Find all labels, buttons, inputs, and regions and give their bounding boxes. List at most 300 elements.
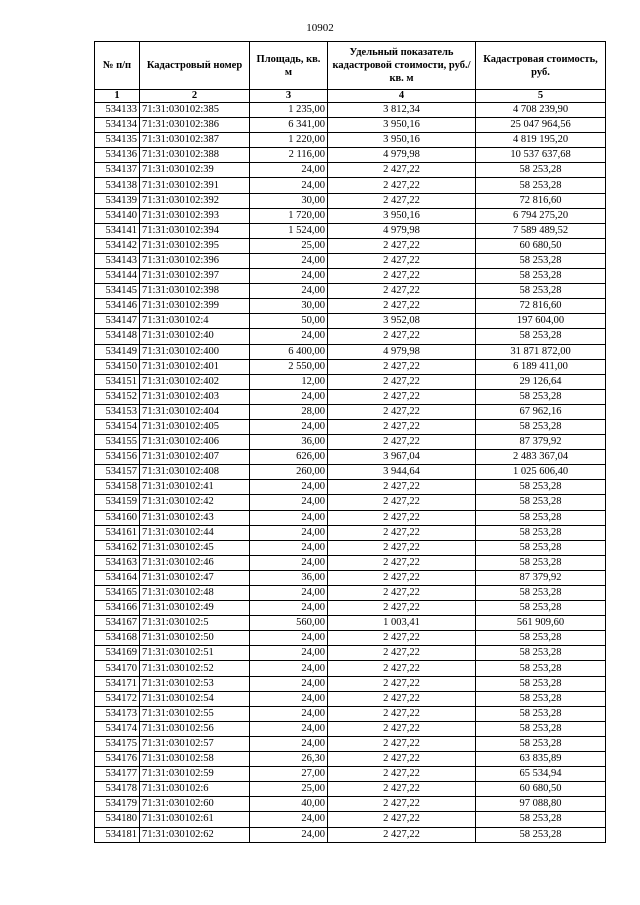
table-row (95, 736, 606, 751)
cadastral-value: 58 253,28 (476, 827, 606, 842)
cadastral-number: 71:31:030102:400 (140, 344, 250, 359)
cadastral-number: 71:31:030102:54 (140, 691, 250, 706)
unit-value: 3 967,04 (328, 450, 476, 465)
cadastral-number: 71:31:030102:395 (140, 238, 250, 253)
cadastral-number: 71:31:030102:396 (140, 253, 250, 268)
table-row (95, 450, 606, 465)
table-row (95, 480, 606, 495)
row-index: 534152 (95, 389, 140, 404)
cadastral-number: 71:31:030102:62 (140, 827, 250, 842)
cadastral-value: 58 253,28 (476, 480, 606, 495)
cadastral-number: 71:31:030102:50 (140, 631, 250, 646)
row-index: 534148 (95, 329, 140, 344)
unit-value: 3 950,16 (328, 118, 476, 133)
row-index: 534178 (95, 782, 140, 797)
row-index: 534162 (95, 540, 140, 555)
table-row (95, 601, 606, 616)
cadastral-value: 65 534,94 (476, 767, 606, 782)
row-index: 534161 (95, 525, 140, 540)
cadastral-value: 58 253,28 (476, 736, 606, 751)
unit-value: 3 812,34 (328, 103, 476, 118)
area: 25,00 (250, 238, 328, 253)
unit-value: 2 427,22 (328, 601, 476, 616)
cadastral-value: 7 589 489,52 (476, 223, 606, 238)
row-index: 534157 (95, 465, 140, 480)
cadastral-value: 87 379,92 (476, 570, 606, 585)
area: 560,00 (250, 616, 328, 631)
area: 1 524,00 (250, 223, 328, 238)
unit-value: 2 427,22 (328, 706, 476, 721)
area: 24,00 (250, 329, 328, 344)
unit-value: 2 427,22 (328, 374, 476, 389)
table-row (95, 299, 606, 314)
row-index: 534156 (95, 450, 140, 465)
cadastral-value: 72 816,60 (476, 299, 606, 314)
area: 24,00 (250, 601, 328, 616)
cadastral-number: 71:31:030102:47 (140, 570, 250, 585)
cadastral-number: 71:31:030102:387 (140, 133, 250, 148)
area: 24,00 (250, 646, 328, 661)
unit-value: 2 427,22 (328, 389, 476, 404)
table-row (95, 495, 606, 510)
cadastral-number: 71:31:030102:42 (140, 495, 250, 510)
table-row (95, 389, 606, 404)
cadastral-value: 58 253,28 (476, 269, 606, 284)
cadastral-value: 97 088,80 (476, 797, 606, 812)
cadastral-number: 71:31:030102:408 (140, 465, 250, 480)
area: 40,00 (250, 797, 328, 812)
unit-value: 2 427,22 (328, 269, 476, 284)
cadastral-number: 71:31:030102:392 (140, 193, 250, 208)
row-index: 534144 (95, 269, 140, 284)
cadastral-number: 71:31:030102:44 (140, 525, 250, 540)
table-row (95, 344, 606, 359)
cadastral-number: 71:31:030102:60 (140, 797, 250, 812)
cadastral-number: 71:31:030102:49 (140, 601, 250, 616)
unit-value: 2 427,22 (328, 721, 476, 736)
row-index: 534151 (95, 374, 140, 389)
area: 24,00 (250, 827, 328, 842)
unit-value: 2 427,22 (328, 525, 476, 540)
unit-value: 2 427,22 (328, 435, 476, 450)
table-row (95, 827, 606, 842)
unit-value: 2 427,22 (328, 495, 476, 510)
table-row (95, 465, 606, 480)
row-index: 534164 (95, 570, 140, 585)
table-row (95, 797, 606, 812)
table-row (95, 103, 606, 118)
cadastral-value: 58 253,28 (476, 253, 606, 268)
cadastral-value: 58 253,28 (476, 586, 606, 601)
table-row (95, 374, 606, 389)
cadastral-number: 71:31:030102:52 (140, 661, 250, 676)
area: 24,00 (250, 736, 328, 751)
table-row (95, 752, 606, 767)
area: 28,00 (250, 404, 328, 419)
cadastral-value: 1 025 606,40 (476, 465, 606, 480)
table-row (95, 208, 606, 223)
unit-value: 2 427,22 (328, 767, 476, 782)
cadastral-number: 71:31:030102:45 (140, 540, 250, 555)
row-index: 534177 (95, 767, 140, 782)
area: 24,00 (250, 163, 328, 178)
area: 2 550,00 (250, 359, 328, 374)
cadastral-number: 71:31:030102:405 (140, 419, 250, 434)
cadastral-number: 71:31:030102:53 (140, 676, 250, 691)
area: 24,00 (250, 480, 328, 495)
row-index: 534140 (95, 208, 140, 223)
table-row (95, 586, 606, 601)
unit-value: 2 427,22 (328, 752, 476, 767)
header-area: Площадь, кв. м (250, 42, 328, 90)
table-row (95, 253, 606, 268)
area: 24,00 (250, 540, 328, 555)
table-row (95, 359, 606, 374)
row-index: 534171 (95, 676, 140, 691)
table-row (95, 419, 606, 434)
area: 24,00 (250, 586, 328, 601)
table-row (95, 691, 606, 706)
table-row (95, 148, 606, 163)
row-index: 534180 (95, 812, 140, 827)
cadastral-number: 71:31:030102:388 (140, 148, 250, 163)
cadastral-value: 58 253,28 (476, 525, 606, 540)
cadastral-value: 58 253,28 (476, 419, 606, 434)
unit-value: 2 427,22 (328, 404, 476, 419)
column-number: 1 (95, 90, 140, 103)
unit-value: 3 950,16 (328, 133, 476, 148)
area: 24,00 (250, 284, 328, 299)
column-number: 2 (140, 90, 250, 103)
cadastral-number: 71:31:030102:386 (140, 118, 250, 133)
cadastral-number: 71:31:030102:407 (140, 450, 250, 465)
area: 1 220,00 (250, 133, 328, 148)
area: 30,00 (250, 299, 328, 314)
column-number: 3 (250, 90, 328, 103)
row-index: 534147 (95, 314, 140, 329)
row-index: 534149 (95, 344, 140, 359)
table-row (95, 767, 606, 782)
cadastral-value: 58 253,28 (476, 329, 606, 344)
column-number: 5 (476, 90, 606, 103)
row-index: 534173 (95, 706, 140, 721)
unit-value: 2 427,22 (328, 359, 476, 374)
cadastral-number: 71:31:030102:41 (140, 480, 250, 495)
area: 30,00 (250, 193, 328, 208)
row-index: 534160 (95, 510, 140, 525)
cadastral-value: 31 871 872,00 (476, 344, 606, 359)
row-index: 534166 (95, 601, 140, 616)
row-index: 534142 (95, 238, 140, 253)
cadastral-value: 58 253,28 (476, 389, 606, 404)
row-index: 534179 (95, 797, 140, 812)
table-row (95, 404, 606, 419)
table-row (95, 812, 606, 827)
area: 24,00 (250, 495, 328, 510)
table-row (95, 525, 606, 540)
row-index: 534170 (95, 661, 140, 676)
table-row (95, 133, 606, 148)
table-row (95, 540, 606, 555)
table-row (95, 616, 606, 631)
cadastral-number: 71:31:030102:43 (140, 510, 250, 525)
area: 26,30 (250, 752, 328, 767)
cadastral-number: 71:31:030102:61 (140, 812, 250, 827)
cadastral-value: 2 483 367,04 (476, 450, 606, 465)
unit-value: 4 979,98 (328, 344, 476, 359)
area: 6 400,00 (250, 344, 328, 359)
area: 24,00 (250, 706, 328, 721)
cadastral-value: 58 253,28 (476, 646, 606, 661)
unit-value: 2 427,22 (328, 661, 476, 676)
unit-value: 2 427,22 (328, 646, 476, 661)
header-index: № п/п (95, 42, 140, 90)
table-row (95, 238, 606, 253)
cadastral-value: 6 189 411,00 (476, 359, 606, 374)
row-index: 534174 (95, 721, 140, 736)
area: 24,00 (250, 253, 328, 268)
cadastral-number: 71:31:030102:51 (140, 646, 250, 661)
row-index: 534143 (95, 253, 140, 268)
area: 24,00 (250, 389, 328, 404)
area: 24,00 (250, 721, 328, 736)
unit-value: 1 003,41 (328, 616, 476, 631)
area: 25,00 (250, 782, 328, 797)
cadastral-value: 60 680,50 (476, 782, 606, 797)
unit-value: 2 427,22 (328, 299, 476, 314)
area: 12,00 (250, 374, 328, 389)
cadastral-number: 71:31:030102:40 (140, 329, 250, 344)
column-number: 4 (328, 90, 476, 103)
row-index: 534159 (95, 495, 140, 510)
cadastral-number: 71:31:030102:6 (140, 782, 250, 797)
table-row (95, 178, 606, 193)
cadastral-value: 67 962,16 (476, 404, 606, 419)
unit-value: 2 427,22 (328, 480, 476, 495)
area: 24,00 (250, 691, 328, 706)
row-index: 534158 (95, 480, 140, 495)
unit-value: 2 427,22 (328, 178, 476, 193)
unit-value: 2 427,22 (328, 570, 476, 585)
cadastral-number: 71:31:030102:57 (140, 736, 250, 751)
unit-value: 2 427,22 (328, 736, 476, 751)
unit-value: 2 427,22 (328, 253, 476, 268)
cadastral-value: 58 253,28 (476, 540, 606, 555)
table-row (95, 510, 606, 525)
row-index: 534136 (95, 148, 140, 163)
cadastral-value: 58 253,28 (476, 706, 606, 721)
unit-value: 2 427,22 (328, 193, 476, 208)
table-row (95, 646, 606, 661)
area: 626,00 (250, 450, 328, 465)
cadastral-number: 71:31:030102:391 (140, 178, 250, 193)
row-index: 534175 (95, 736, 140, 751)
area: 24,00 (250, 510, 328, 525)
area: 24,00 (250, 525, 328, 540)
cadastral-number: 71:31:030102:48 (140, 586, 250, 601)
unit-value: 2 427,22 (328, 586, 476, 601)
header-row (95, 42, 606, 90)
cadastral-number: 71:31:030102:398 (140, 284, 250, 299)
cadastral-number: 71:31:030102:399 (140, 299, 250, 314)
cadastral-value: 6 794 275,20 (476, 208, 606, 223)
cadastral-number: 71:31:030102:406 (140, 435, 250, 450)
area: 24,00 (250, 178, 328, 193)
row-index: 534145 (95, 284, 140, 299)
row-index: 534146 (95, 299, 140, 314)
cadastral-value: 25 047 964,56 (476, 118, 606, 133)
header-unit-value: Удельный показатель кадастровой стоимости, руб./кв. м (328, 42, 476, 90)
cadastral-number: 71:31:030102:58 (140, 752, 250, 767)
table-row (95, 782, 606, 797)
cadastral-value: 561 909,60 (476, 616, 606, 631)
row-index: 534181 (95, 827, 140, 842)
cadastral-value: 4 819 195,20 (476, 133, 606, 148)
cadastral-value: 58 253,28 (476, 661, 606, 676)
table-row (95, 118, 606, 133)
table-row (95, 721, 606, 736)
row-index: 534150 (95, 359, 140, 374)
unit-value: 2 427,22 (328, 812, 476, 827)
row-index: 534134 (95, 118, 140, 133)
row-index: 534176 (95, 752, 140, 767)
area: 27,00 (250, 767, 328, 782)
column-number-row (95, 90, 606, 103)
cadastral-value: 63 835,89 (476, 752, 606, 767)
cadastral-value: 58 253,28 (476, 495, 606, 510)
cadastral-value: 58 253,28 (476, 721, 606, 736)
unit-value: 3 944,64 (328, 465, 476, 480)
row-index: 534155 (95, 435, 140, 450)
area: 36,00 (250, 435, 328, 450)
cadastral-value: 58 253,28 (476, 691, 606, 706)
header-cadastral-number: Кадастровый номер (140, 42, 250, 90)
table-row (95, 570, 606, 585)
unit-value: 2 427,22 (328, 555, 476, 570)
unit-value: 2 427,22 (328, 238, 476, 253)
cadastral-number: 71:31:030102:397 (140, 269, 250, 284)
row-index: 534169 (95, 646, 140, 661)
cadastral-number: 71:31:030102:402 (140, 374, 250, 389)
area: 24,00 (250, 419, 328, 434)
cadastral-value: 58 253,28 (476, 163, 606, 178)
unit-value: 2 427,22 (328, 510, 476, 525)
row-index: 534154 (95, 419, 140, 434)
cadastral-value: 58 253,28 (476, 676, 606, 691)
table-row (95, 555, 606, 570)
row-index: 534135 (95, 133, 140, 148)
table-row (95, 435, 606, 450)
cadastral-number: 71:31:030102:404 (140, 404, 250, 419)
cadastral-value: 58 253,28 (476, 510, 606, 525)
area: 24,00 (250, 661, 328, 676)
area: 6 341,00 (250, 118, 328, 133)
unit-value: 3 950,16 (328, 208, 476, 223)
table-row (95, 314, 606, 329)
unit-value: 4 979,98 (328, 148, 476, 163)
area: 1 720,00 (250, 208, 328, 223)
cadastral-number: 71:31:030102:59 (140, 767, 250, 782)
unit-value: 2 427,22 (328, 329, 476, 344)
cadastral-table (94, 41, 606, 843)
cadastral-value: 58 253,28 (476, 631, 606, 646)
unit-value: 2 427,22 (328, 782, 476, 797)
cadastral-value: 10 537 637,68 (476, 148, 606, 163)
cadastral-number: 71:31:030102:403 (140, 389, 250, 404)
cadastral-number: 71:31:030102:39 (140, 163, 250, 178)
row-index: 534138 (95, 178, 140, 193)
table-row (95, 631, 606, 646)
area: 260,00 (250, 465, 328, 480)
cadastral-number: 71:31:030102:55 (140, 706, 250, 721)
unit-value: 2 427,22 (328, 676, 476, 691)
cadastral-number: 71:31:030102:46 (140, 555, 250, 570)
row-index: 534137 (95, 163, 140, 178)
row-index: 534133 (95, 103, 140, 118)
cadastral-value: 60 680,50 (476, 238, 606, 253)
cadastral-value: 197 604,00 (476, 314, 606, 329)
cadastral-value: 58 253,28 (476, 178, 606, 193)
cadastral-number: 71:31:030102:4 (140, 314, 250, 329)
cadastral-value: 58 253,28 (476, 284, 606, 299)
area: 24,00 (250, 812, 328, 827)
row-index: 534153 (95, 404, 140, 419)
row-index: 534165 (95, 586, 140, 601)
cadastral-value: 4 708 239,90 (476, 103, 606, 118)
area: 2 116,00 (250, 148, 328, 163)
area: 1 235,00 (250, 103, 328, 118)
cadastral-value: 58 253,28 (476, 555, 606, 570)
unit-value: 3 952,08 (328, 314, 476, 329)
unit-value: 2 427,22 (328, 827, 476, 842)
table-row (95, 163, 606, 178)
cadastral-value: 72 816,60 (476, 193, 606, 208)
cadastral-value: 58 253,28 (476, 601, 606, 616)
area: 24,00 (250, 676, 328, 691)
unit-value: 2 427,22 (328, 163, 476, 178)
cadastral-number: 71:31:030102:56 (140, 721, 250, 736)
cadastral-number: 71:31:030102:393 (140, 208, 250, 223)
table-row (95, 269, 606, 284)
page-number: 10902 (306, 22, 334, 34)
unit-value: 4 979,98 (328, 223, 476, 238)
unit-value: 2 427,22 (328, 284, 476, 299)
row-index: 534168 (95, 631, 140, 646)
cadastral-number: 71:31:030102:394 (140, 223, 250, 238)
table-row (95, 661, 606, 676)
unit-value: 2 427,22 (328, 691, 476, 706)
row-index: 534163 (95, 555, 140, 570)
unit-value: 2 427,22 (328, 419, 476, 434)
unit-value: 2 427,22 (328, 540, 476, 555)
cadastral-value: 87 379,92 (476, 435, 606, 450)
table-row (95, 284, 606, 299)
area: 24,00 (250, 555, 328, 570)
row-index: 534167 (95, 616, 140, 631)
table-row (95, 676, 606, 691)
area: 50,00 (250, 314, 328, 329)
table-row (95, 193, 606, 208)
table-row (95, 706, 606, 721)
row-index: 534172 (95, 691, 140, 706)
area: 36,00 (250, 570, 328, 585)
unit-value: 2 427,22 (328, 631, 476, 646)
cadastral-value: 58 253,28 (476, 812, 606, 827)
cadastral-number: 71:31:030102:5 (140, 616, 250, 631)
cadastral-value: 29 126,64 (476, 374, 606, 389)
cadastral-number: 71:31:030102:385 (140, 103, 250, 118)
area: 24,00 (250, 631, 328, 646)
